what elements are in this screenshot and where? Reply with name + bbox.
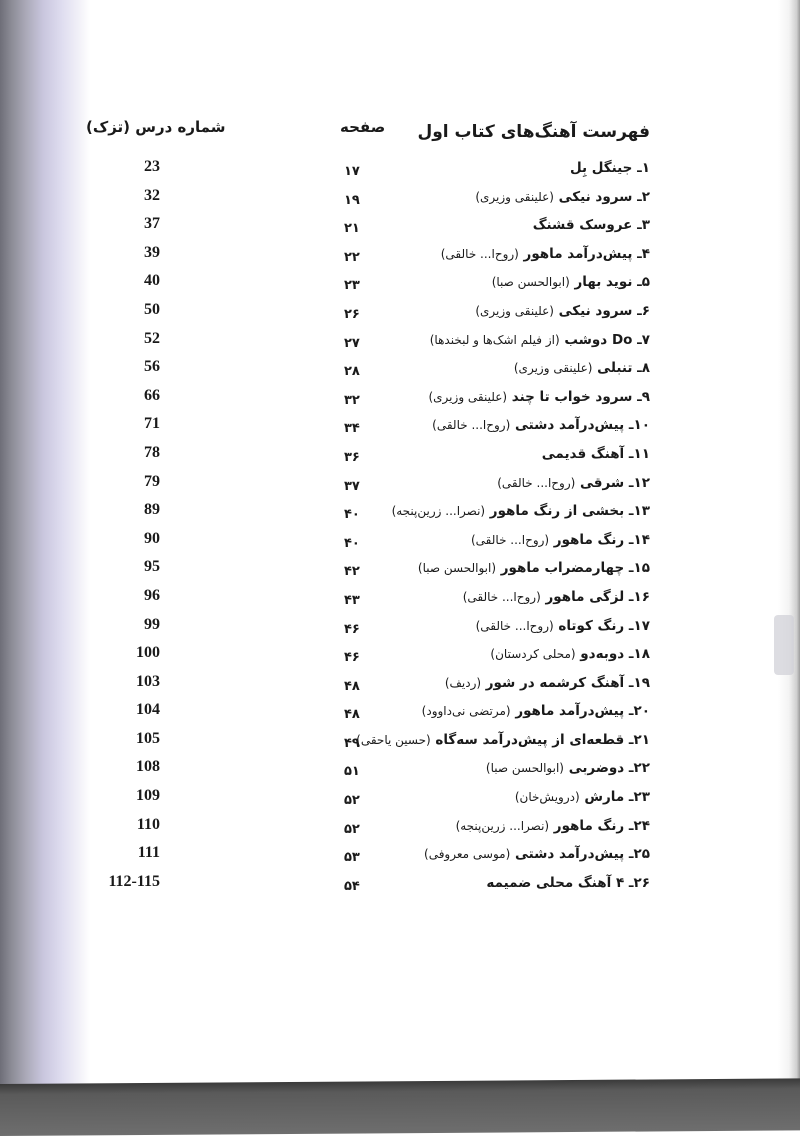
song-name: شرقی	[580, 474, 625, 491]
list-item	[0, 360, 800, 389]
song-title	[542, 446, 650, 462]
dash-separator: ـ	[624, 703, 634, 720]
song-title	[456, 818, 650, 834]
lesson-number: 40	[144, 272, 160, 290]
song-number: ۷	[641, 331, 650, 348]
scanner-bottom-edge	[0, 1078, 800, 1136]
song-name: چهارمضراب ماهور	[500, 560, 625, 577]
lesson-number: 99	[144, 615, 160, 633]
dash-separator: ـ	[624, 874, 634, 891]
dash-separator: ـ	[624, 531, 634, 548]
song-composer: (ابوالحسن صبا)	[485, 761, 564, 776]
song-number: ۱۲	[633, 474, 650, 491]
song-composer: (ردیف)	[444, 675, 482, 690]
song-composer: (حسین یاحقی)	[356, 732, 431, 747]
song-number: ۱۱	[633, 445, 650, 462]
song-number: ۱۳	[633, 503, 650, 520]
song-title	[356, 732, 650, 748]
page-number: ۴۰	[344, 507, 360, 523]
dash-separator: ـ	[624, 417, 634, 434]
dash-separator: ـ	[624, 503, 634, 520]
lesson-number: 23	[144, 158, 160, 175]
song-title	[490, 646, 650, 662]
song-number: ۵	[641, 274, 650, 291]
song-number: ۱۵	[633, 560, 650, 577]
song-composer: (علینقی وزیری)	[513, 361, 593, 376]
song-name: بخشی از رنگ ماهور	[489, 503, 625, 520]
lesson-number: 112-115	[108, 872, 160, 890]
lesson-number: 95	[144, 558, 160, 576]
dash-separator: ـ	[624, 817, 634, 834]
song-number: ۱۷	[633, 617, 650, 634]
song-title	[445, 675, 650, 691]
list-item	[0, 529, 800, 561]
dash-separator: ـ	[624, 674, 634, 691]
lesson-number: 105	[136, 729, 160, 747]
list-item	[0, 703, 800, 732]
song-name: سرود خواب تا چند	[511, 388, 633, 405]
song-title	[515, 789, 650, 805]
page-number: ۳۲	[344, 392, 360, 408]
song-number: ۱۶	[633, 588, 650, 605]
song-title	[475, 303, 650, 319]
song-name: دوضربی	[568, 760, 625, 777]
lesson-number: 50	[144, 300, 160, 318]
song-title	[432, 417, 650, 433]
page-number: ۲۸	[344, 364, 360, 380]
song-number: ۲۴	[633, 817, 650, 834]
song-composer: (ابوالحسن صبا)	[491, 275, 570, 290]
list-item	[0, 646, 800, 675]
list-item	[0, 300, 800, 332]
song-title	[476, 618, 650, 634]
song-name: عروسک قشنگ	[532, 217, 633, 234]
song-title	[533, 217, 650, 233]
list-item	[0, 329, 800, 361]
dash-separator: ـ	[624, 617, 634, 634]
song-composer: (روح‌ا... خالقی)	[471, 532, 550, 547]
song-composer: (محلی کردستان)	[490, 647, 576, 662]
lesson-number: 71	[144, 415, 160, 433]
lesson-number: 104	[136, 701, 160, 719]
page-number: ۴۸	[344, 678, 360, 694]
page-number: ۵۲	[344, 821, 360, 837]
song-name: رنگ کوتاه	[558, 617, 625, 634]
dash-separator: ـ	[624, 731, 634, 748]
list-item	[0, 217, 800, 246]
list-item	[0, 472, 800, 504]
dash-separator: ـ	[624, 588, 634, 605]
song-title	[514, 360, 650, 376]
list-item	[0, 872, 800, 904]
dash-separator: ـ	[632, 245, 642, 262]
song-number: ۱۸	[633, 646, 650, 663]
page-number: ۳۴	[344, 421, 360, 437]
song-index-list	[0, 160, 800, 903]
page-number: ۳۶	[344, 449, 360, 465]
list-item	[0, 815, 800, 847]
page-number: ۲۶	[344, 306, 360, 322]
list-item	[0, 672, 800, 704]
song-composer: (روح‌ا... خالقی)	[432, 418, 511, 433]
song-name: آهنگ قدیمی	[541, 445, 625, 462]
song-composer: (علینقی وزیری)	[428, 389, 508, 404]
song-number: ۱۴	[633, 531, 650, 548]
list-item	[0, 729, 800, 761]
song-composer: (روح‌ا... خالقی)	[462, 589, 541, 604]
lesson-number: 52	[144, 329, 160, 347]
dash-separator: ـ	[624, 646, 634, 663]
song-number: ۱۰	[633, 417, 650, 434]
song-number: ۸	[641, 360, 650, 377]
song-composer: (درویش‌خان)	[514, 790, 580, 805]
song-name: رنگ ماهور	[553, 531, 625, 548]
list-item	[0, 615, 800, 647]
page-number: ۵۴	[344, 878, 360, 894]
song-title	[424, 846, 650, 862]
song-title	[428, 389, 650, 405]
lesson-number: 110	[136, 815, 160, 833]
dash-separator: ـ	[632, 360, 642, 377]
song-composer: (روح‌ا... خالقی)	[475, 618, 554, 633]
song-title	[422, 703, 650, 719]
song-composer: (علینقی وزیری)	[475, 303, 554, 318]
page-number: ۴۶	[344, 650, 360, 666]
song-title	[486, 760, 650, 776]
lesson-number: 37	[144, 215, 160, 233]
song-name: پیش‌درآمد دشتی	[514, 846, 625, 863]
page-number: ۴۰	[344, 535, 360, 551]
song-number: ۹	[641, 388, 650, 405]
lesson-number: 39	[144, 243, 160, 261]
song-name: نوید بهار	[574, 274, 633, 291]
song-name: قطعه‌ای از پیش‌درآمد سه‌گاه	[435, 731, 625, 748]
song-composer: (از فیلم اشک‌ها و لبخندها)	[429, 332, 560, 347]
dash-separator: ـ	[624, 760, 634, 777]
song-name: رنگ ماهور	[553, 817, 625, 834]
song-title	[570, 160, 650, 176]
page-number: ۴۹	[344, 735, 360, 751]
song-number: ۱۹	[633, 674, 650, 691]
page-number: ۱۷	[344, 164, 360, 179]
song-name: لزگی ماهور	[545, 588, 625, 605]
song-composer: (موسی معروفی)	[424, 847, 511, 862]
lesson-number: 108	[136, 758, 160, 776]
page-number: ۲۱	[344, 221, 360, 237]
song-number: ۲۵	[633, 846, 650, 863]
dash-separator: ـ	[624, 846, 634, 863]
list-item	[0, 760, 800, 789]
song-name: مارش	[584, 789, 625, 806]
page-number: ۵۱	[344, 764, 360, 780]
list-item	[0, 160, 800, 189]
song-number: ۱	[641, 160, 650, 176]
song-composer: (نصرا... زرین‌پنجه)	[391, 504, 486, 519]
song-title	[392, 503, 650, 519]
list-item	[0, 243, 800, 275]
lesson-column-header: شماره درس (تزک)	[86, 118, 226, 136]
page-number: ۴۸	[344, 707, 360, 723]
song-name: ۴ آهنگ محلی ضمیمه	[486, 874, 625, 891]
song-title	[486, 875, 650, 891]
lesson-number: 89	[144, 501, 160, 519]
dash-separator: ـ	[624, 789, 634, 806]
dash-separator: ـ	[632, 274, 642, 291]
list-item	[0, 503, 800, 532]
song-number: ۲۱	[633, 731, 650, 748]
lesson-number: 90	[144, 529, 160, 547]
page-number: ۴۶	[344, 621, 360, 637]
lesson-number: 78	[144, 443, 160, 461]
song-name: پیش‌درآمد ماهور	[523, 245, 633, 262]
song-composer: (روح‌ا... خالقی)	[497, 475, 576, 490]
list-item	[0, 386, 800, 418]
song-name: جینگل بِل	[569, 160, 633, 176]
lesson-number: 103	[136, 672, 160, 690]
lesson-number: 111	[137, 844, 160, 862]
song-name: آهنگ کرشمه در شور	[485, 674, 625, 691]
lesson-number: 96	[144, 586, 160, 604]
song-title	[463, 589, 650, 605]
lesson-number: 109	[136, 787, 160, 805]
page-number: ۲۲	[344, 249, 360, 265]
list-item	[0, 846, 800, 875]
song-number: ۲۲	[633, 760, 650, 777]
song-title	[492, 274, 650, 290]
song-number: ۴	[641, 245, 650, 262]
dash-separator: ـ	[632, 217, 642, 234]
lesson-number: 56	[144, 358, 160, 376]
list-item	[0, 789, 800, 818]
dash-separator: ـ	[632, 302, 642, 319]
song-number: ۲	[641, 188, 650, 205]
page-number: ۴۲	[344, 564, 360, 580]
song-title	[475, 189, 650, 205]
song-number: ۲۰	[633, 703, 650, 720]
song-title	[471, 532, 650, 548]
list-item	[0, 417, 800, 446]
dash-separator: ـ	[632, 188, 642, 205]
dash-separator: ـ	[624, 445, 634, 462]
list-item	[0, 586, 800, 618]
list-item	[0, 443, 800, 475]
lesson-number: 79	[144, 472, 160, 490]
page-number: ۳۷	[344, 478, 360, 494]
song-title	[441, 246, 650, 262]
page-number: ۵۲	[344, 793, 360, 809]
song-composer: (مرتضی نی‌داوود)	[421, 704, 511, 719]
dash-separator: ـ	[624, 474, 634, 491]
song-name: Do دوشب	[564, 331, 633, 348]
page-number: ۲۷	[344, 335, 360, 351]
lesson-number: 66	[144, 386, 160, 404]
song-number: ۲۶	[633, 874, 650, 891]
song-name: سرود نیکی	[558, 188, 633, 205]
page-number: ۴۳	[344, 592, 360, 608]
list-item	[0, 186, 800, 218]
song-name: تنبلی	[597, 360, 633, 377]
page-number: ۵۳	[344, 850, 360, 866]
list-item	[0, 274, 800, 303]
dash-separator: ـ	[624, 560, 634, 577]
song-number: ۶	[641, 302, 650, 319]
song-name: سرود نیکی	[558, 302, 633, 319]
song-title	[418, 560, 650, 576]
song-composer: (نصرا... زرین‌پنجه)	[455, 818, 550, 833]
dash-separator: ـ	[632, 388, 642, 405]
song-composer: (روح‌ا... خالقی)	[440, 246, 519, 261]
song-title	[430, 332, 650, 348]
song-number: ۲۳	[633, 789, 650, 806]
page-title: فهرست آهنگ‌های کتاب اول	[417, 122, 650, 142]
page-number: ۱۹	[344, 192, 360, 208]
song-name: پیش‌درآمد ماهور	[515, 703, 625, 720]
song-name: پیش‌درآمد دشتی	[514, 417, 625, 434]
song-number: ۳	[641, 217, 650, 234]
page-number: ۲۳	[344, 278, 360, 294]
dash-separator: ـ	[632, 160, 642, 176]
song-composer: (علینقی وزیری)	[475, 189, 554, 204]
song-title	[497, 475, 650, 491]
page-column-header: صفحه	[340, 118, 386, 136]
list-item	[0, 560, 800, 589]
dash-separator: ـ	[632, 331, 642, 348]
lesson-number: 32	[144, 186, 160, 204]
song-name: دوبه‌دو	[580, 646, 625, 663]
song-composer: (ابوالحسن صبا)	[417, 561, 497, 576]
lesson-number: 100	[136, 644, 160, 662]
